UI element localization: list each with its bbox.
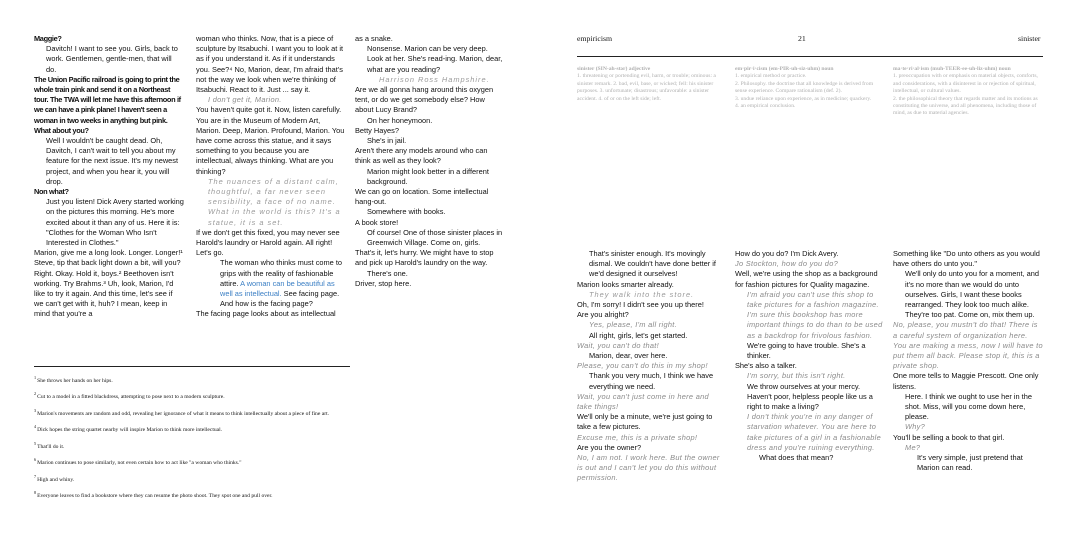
script-line: One more tells to Maggie Prescott. One only listens. — [893, 371, 1039, 391]
highlighted-text: A woman can be beautiful as well as intellectual. — [220, 278, 335, 299]
script-line: Oh, I'm sorry! I didn't see you up there! — [577, 300, 704, 310]
script-line: Marion, dear, over here. — [589, 351, 668, 361]
script-line: There's one. — [367, 268, 408, 278]
dictionary-definition: 2. Philosophy. the doctrine that all knowledge is derived from sense experience. Compare rationalism (def. 2). — [735, 80, 874, 95]
dictionary-entry-materialism — [893, 66, 1043, 118]
script-line: Well I wouldn't be caught dead. Oh, Davitch, I can't wait to tell you about my feature for the next issue. It's my newest project, and when you hear it, you will drop. — [46, 136, 179, 186]
script-line: I'm afraid you can't use this shop to take pictures for a fashion magazine. I'm sure this bookshop has more important things to do than to be used as a backdrop for frivolous fashion. — [747, 289, 883, 340]
script-line: Why? — [905, 422, 926, 432]
script-line: Somewhere with books. — [367, 207, 446, 217]
footnote: $^4$Dick hopes the string quartet nearby will inspire Marion to think more intellectual. — [34, 424, 223, 434]
script-line: She's also a talker. — [735, 361, 797, 371]
script-line: Please, you can't do this in my shop! — [577, 361, 708, 371]
script-column-2 — [196, 34, 346, 320]
script-line: Davitch! I want to see you. Girls, back to work. Gentlemen, gentle-men, that will do. — [46, 44, 178, 74]
script-line: The facing page looks about as intellectual — [196, 309, 336, 319]
dictionary-headword: ma·te·ri·al·ism (muh-TEER-ee-uh-liz-uhm) noun — [893, 66, 1011, 72]
script-line: I don't think you're in any danger of starvation whatever. You are here to take pictures of a girl in a fashionable dress and you're ruining everything. — [747, 412, 882, 452]
footnotes — [34, 374, 344, 506]
script-line: Non what? — [34, 187, 69, 197]
script-line: You haven't quite got it. Now, listen carefully. You are in the Museum of Modern Art, Marion. Deep, Marion. Profound, Marion. You have come across this statue, and it says something to you because you are intellectual, always thinking. What are you thinking? — [196, 105, 345, 176]
script-line: No, I am not. I work here. But the owner is out and I can't let you do this without permission. — [577, 453, 720, 483]
footnote: $^8$Everyone leaves to find a bookstore where they can resume the photo shoot. They spot one and pull over. — [34, 490, 273, 500]
dictionary-definition: 3. undue reliance upon experience, as in medicine; quackery. — [735, 95, 872, 102]
script-line: woman who thinks. Now, that is a piece of sculpture by Itsabuchi. I want you to look at it as if you understand it. As if it understands you. See?⁴ No, Marion, dear, I'm afraid that's not the way we look when we're thinking of Itsabuchi. React to it. Just ... say it. — [196, 34, 344, 95]
dictionary-entry-empiricism — [735, 66, 885, 110]
header-rule — [577, 56, 1043, 57]
script-line: I don't get it, Marion. — [208, 95, 282, 105]
script-line: We can go on location. Some intellectual hang-out. — [355, 187, 489, 207]
script-line: How do you do? I'm Dick Avery. — [735, 249, 839, 258]
script-line: Are you alright? — [577, 310, 629, 320]
header-right-word: sinister — [1018, 34, 1041, 43]
script-line: Here. I think we ought to use her in the shot. Miss, will you come down here, please. — [905, 391, 1032, 422]
script-column-4 — [577, 249, 725, 484]
footnote: $^1$She throws her hands on her hips. — [34, 375, 113, 384]
script-line: The nuances of a distant calm, thoughtful, a far never seen sensibility, a face of no name. What in the world is this? It's a statue, it is a set. — [208, 176, 341, 227]
script-line: You'll be selling a book to that girl. — [893, 432, 1005, 442]
script-line: We throw ourselves at your mercy. Haven't poor, helpless people like us a right to make a living? — [747, 381, 873, 412]
script-line: On her honeymoon. — [367, 115, 433, 125]
script-line: Aren't there any models around who can think as well as they look? — [355, 146, 488, 166]
script-line: That's it, let's hurry. We might have to stop and pick up Harold's laundry on the way. — [355, 248, 494, 268]
script-line: That's sinister enough. It's movingly dismal. We couldn't have done better if we'd designed it ourselves! — [589, 249, 716, 279]
script-line: Yes, please, I'm all right. — [589, 320, 677, 330]
footnote-divider — [34, 366, 350, 367]
script-line: Wait, you can't just come in here and take things! — [577, 391, 709, 412]
dictionary-definition: 1. empirical method or practice. — [735, 73, 807, 80]
page-number: 21 — [798, 34, 806, 43]
script-line: The Union Pacific railroad is going to print the whole train pink and send it on a Northeast tour. The TWA will let me have this afternoon if we can have a pink plane! I haven't seen a woman in two weeks in anything but pink. What about you? — [34, 74, 181, 135]
script-line: Just you listen! Dick Avery started working on the pictures this morning. He's more excited about it than any of us. Here it is: "Clothes for the Woman Who Isn't Interested in Clothes." — [46, 197, 184, 248]
dictionary-headword: em·pir·i·cism (em-PIR-uh-siz-uhm) noun — [735, 66, 834, 72]
script-line: Excuse me, this is a private shop! — [577, 432, 698, 442]
script-line: Jo Stockton, how do you do? — [735, 259, 839, 269]
script-line: Maggie? — [34, 34, 62, 43]
script-line: Something like "Do unto others as you would have others do unto you." — [893, 249, 1040, 269]
script-line: Marion, give me a long look. Longer. Longer!¹ Steve, tip that back light down a bit, will you? Right. Okay. Hold it, boys.² Beethoven isn't working. Try Brahms.³ Uh, look, Marion, I'd like to try it again. And this time, let's see if we can't get with it, huh? I mean, keep in mind that you're a — [34, 248, 183, 319]
script-line: We'll only do unto you for a moment, and it's no more than we would do unto ourselves. Girls, I want these books rearranged. They look too much alike. They're too pat. Come on, mix them up. — [905, 269, 1039, 320]
script-column-5 — [735, 249, 883, 463]
script-line: Harrison Ross Hampshire. — [379, 74, 490, 84]
footnote: $^6$Marion continues to pose similarly, not even certain how to act like "a woman who thinks." — [34, 457, 242, 467]
script-line: Thank you very much, I think we have everything we need. — [589, 371, 714, 391]
script-line: We'll only be a minute, we're just going to take a few pictures. — [577, 412, 713, 432]
dictionary-entry-sinister — [577, 66, 727, 103]
dictionary-definition: 1. preoccupation with or emphasis on material objects, comforts, and considerations, with a disinterest in or rejection of spiritual, intellectual, or cultural values. — [893, 73, 1038, 95]
script-column-3 — [355, 34, 505, 289]
footnote: $^2$Cut to a model in a fitted blackdress, attempting to pose next to a modern sculpture. — [34, 391, 225, 401]
script-line: If we don't get this fixed, you may never see Harold's laundry or Harold again. All right! Let's go. — [196, 227, 340, 258]
right-page — [540, 0, 1080, 540]
script-line: It's very simple, just pretend that Marion can read. — [917, 453, 1023, 473]
script-line: No, please, you mustn't do that! There is a careful system of organization here. You are making a mess, now I will have to put them all back. Please stop it, this is a private shop. — [893, 320, 1043, 371]
script-column-1 — [34, 34, 184, 320]
header-left-word: empiricism — [577, 34, 613, 43]
script-line: I'm sorry, but this isn't right. — [747, 371, 846, 381]
script-line: All right, girls, let's get started. — [589, 330, 688, 340]
script-line: Well, we're using the shop as a background for fashion pictures for Quality magazine. — [735, 269, 878, 289]
script-line: Nonsense. Marion can be very deep. Look at her. She's read-ing. Marion, dear, what are you reading? — [367, 44, 503, 74]
script-column-6 — [893, 249, 1043, 473]
script-line: Marion looks smarter already. — [577, 279, 674, 289]
dictionary-definition: 1. threatening or portending evil, harm, or trouble; ominous: a sinister remark. 2. bad, evil, base, or wicked; fell: his sinister purposes. 3. unfortunate; disastrous; unfavorable: a sinister accident. 4. of or on the left side; left. — [577, 73, 716, 102]
script-line: Marion might look better in a different background. — [367, 166, 489, 186]
script-line: Wait, you can't do that! — [577, 340, 660, 350]
script-line: Driver, stop here. — [355, 278, 412, 288]
script-line: A book store! — [355, 217, 399, 227]
script-line: Of course! One of those sinister places in Greenwich Village. Come on, girls. — [367, 227, 503, 248]
footnote: $^5$That'll do it. — [34, 440, 65, 450]
script-line: The woman who thinks must come to grips with the reality of fashionable attire. A woman can be beautiful as well as intellectual. See facing page. And how is the facing page? — [220, 258, 342, 309]
script-line: Are we all gonna hang around this oxygen tent, or do we get somebody else? How about Lucy Brand? — [355, 85, 494, 115]
script-line: They walk into the store. — [589, 289, 695, 299]
script-line: We're going to have trouble. She's a thinker. — [747, 340, 866, 361]
dictionary-headword: sinister (SIN-ah-stər) adjective — [577, 66, 651, 72]
script-line: She's in jail. — [367, 136, 407, 146]
dictionary-definition: 2. the philosophical theory that regards matter and its motions as constituting the universe, and all phenomena, including those of mind, as due to material agencies. — [893, 95, 1038, 117]
dictionary-definition: 4. an empirical conclusion. — [735, 103, 796, 110]
footnote: $^3$Marion's movements are random and odd, revealing her ignorance of what it means to think intellectually about a piece of fine art. — [34, 407, 330, 417]
footnote: $^7$High and whiny. — [34, 473, 75, 483]
script-line: Are you the owner? — [577, 442, 642, 452]
script-line: as a snake. — [355, 34, 393, 43]
script-line: Me? — [905, 442, 921, 452]
script-line: Betty Hayes? — [355, 125, 399, 135]
script-line: What does that mean? — [759, 453, 834, 463]
